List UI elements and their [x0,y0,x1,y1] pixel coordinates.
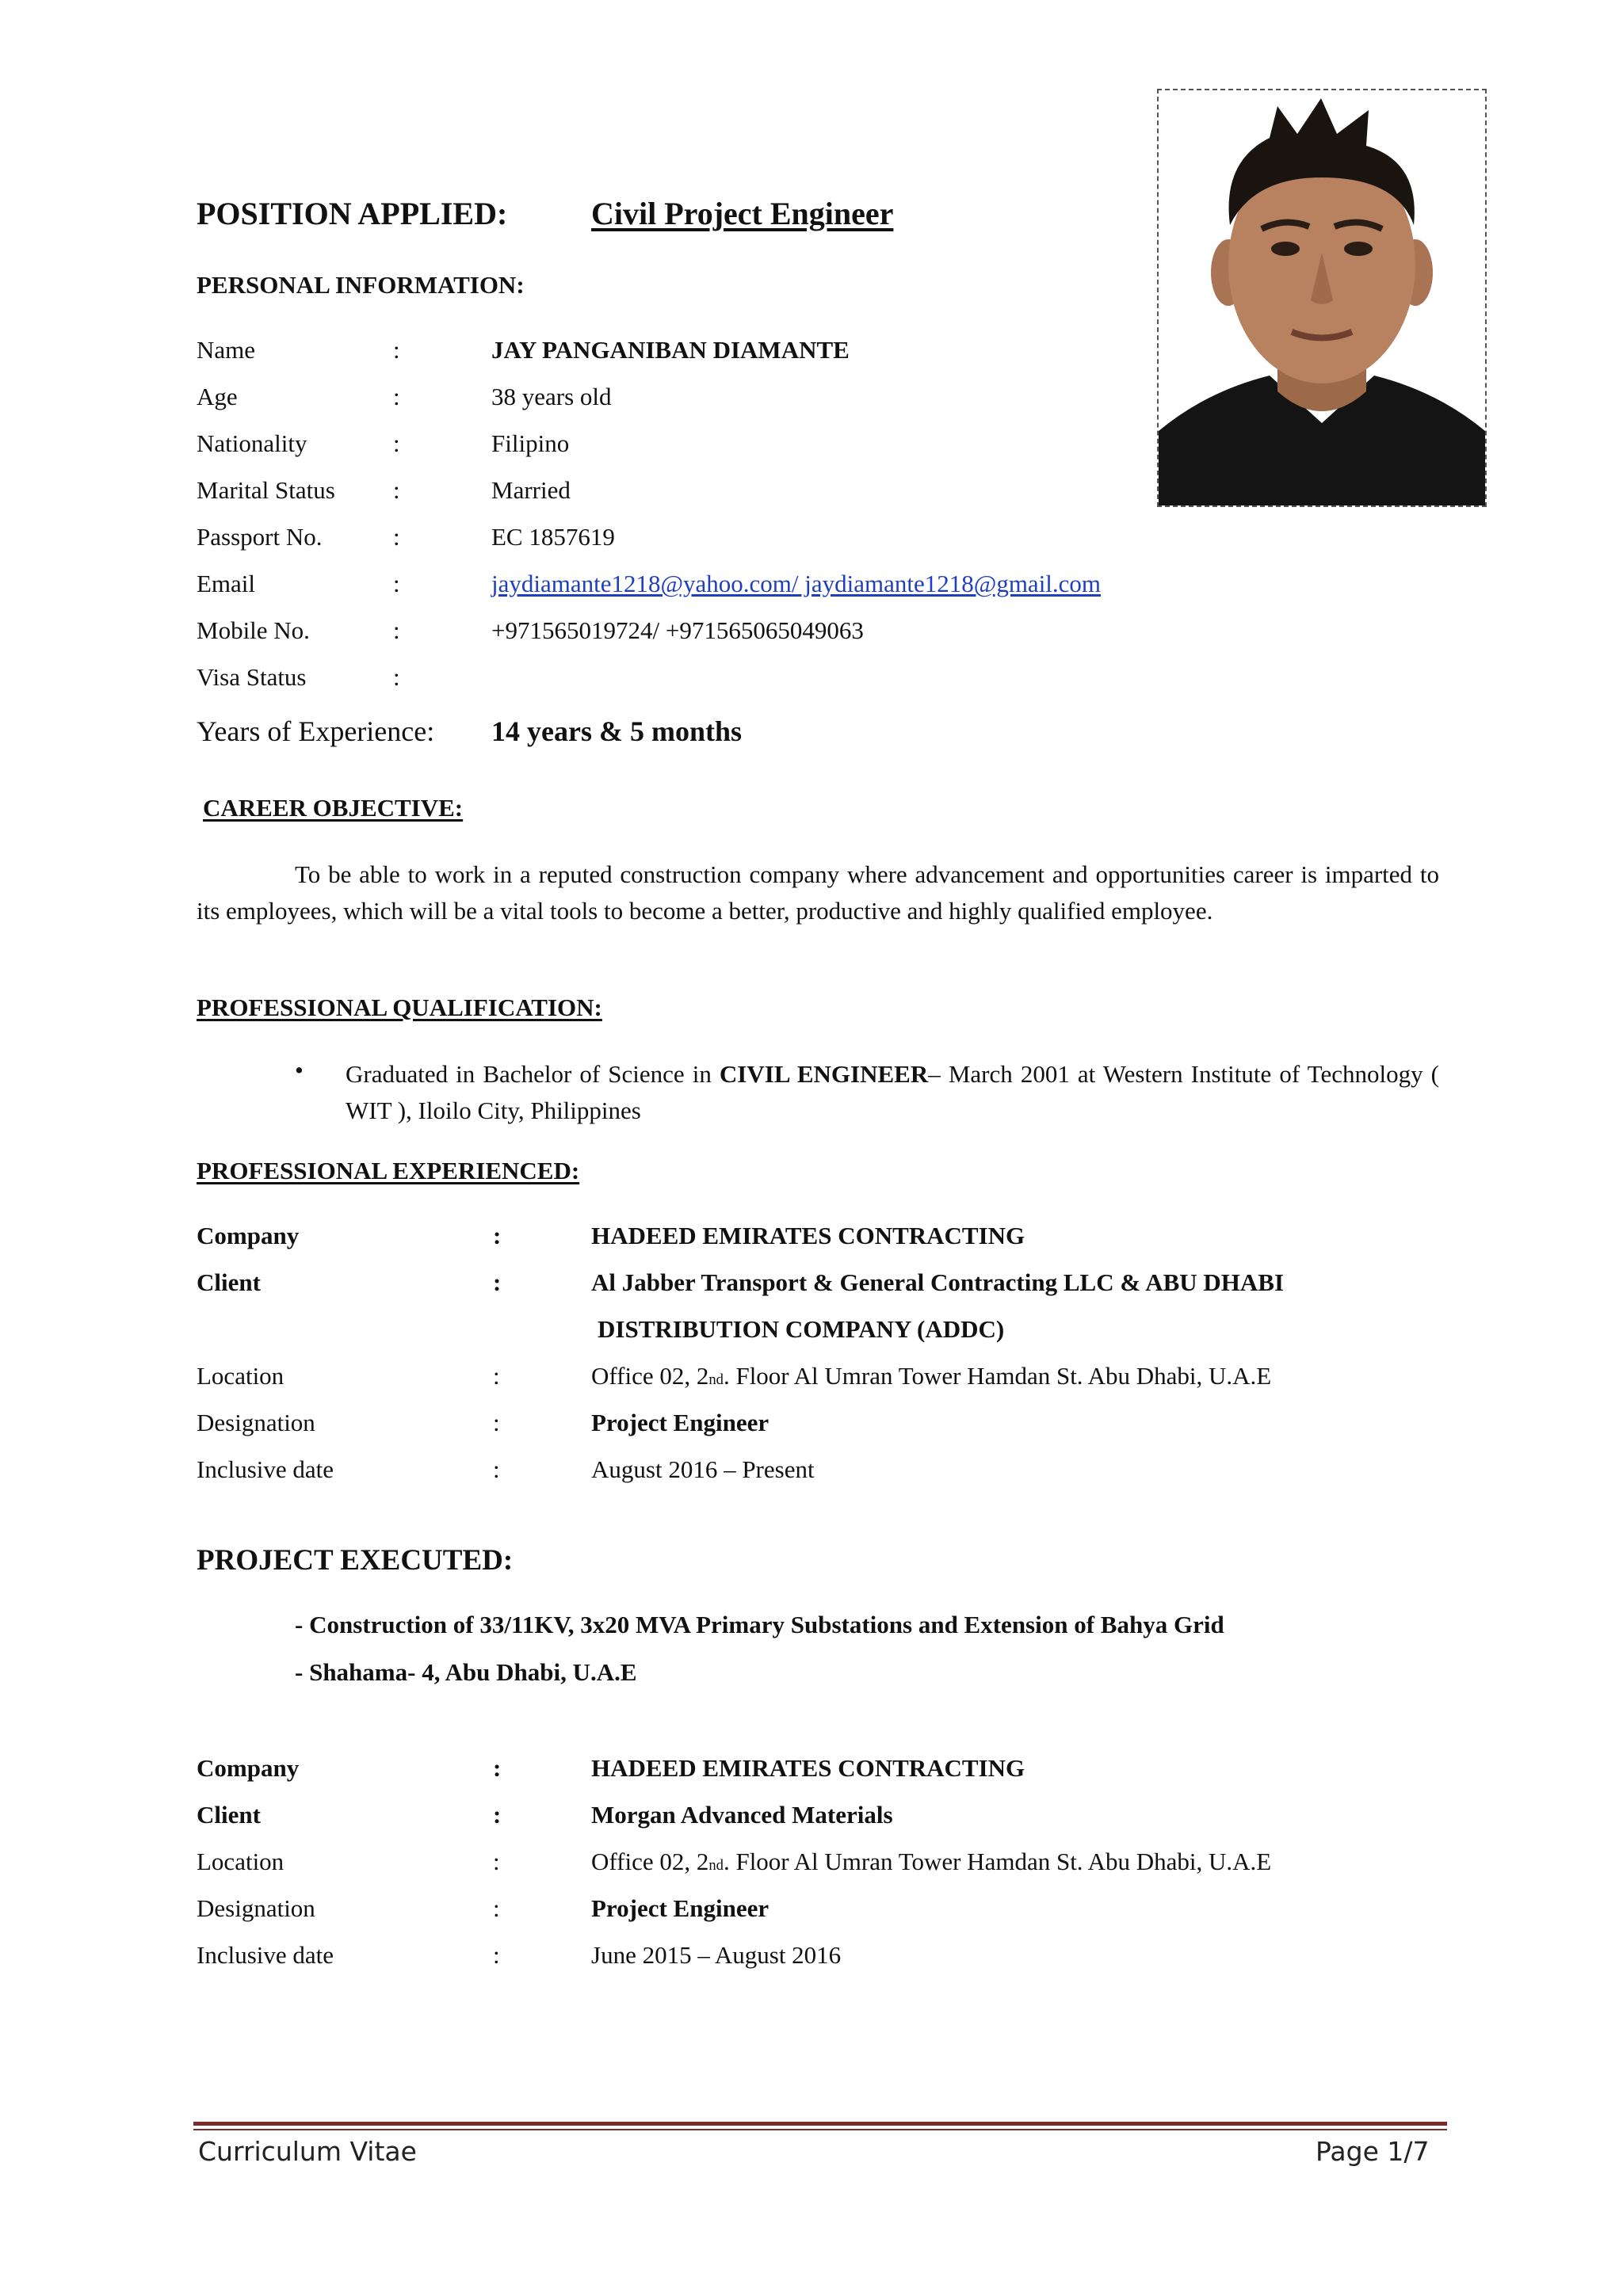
job1-date: August 2016 – Present [591,1455,815,1483]
projects-heading: PROJECT EXECUTED: [197,1544,514,1577]
client-label: Client [197,1801,261,1829]
info-label: Age [197,383,238,410]
job1-location-sup: nd [708,1371,724,1388]
row-colon: : [493,1455,500,1483]
qualification-text-post: – March 2001 at Western Institute of Technology ( WIT ), Iloilo City, Philippines [346,1060,1439,1124]
info-colon: : [393,429,400,457]
info-colon: : [393,336,400,364]
row-colon: : [493,1848,500,1875]
row-colon: : [493,1222,502,1249]
career-objective-heading: CAREER OBJECTIVE: [203,794,464,822]
job1-designation: Project Engineer [591,1409,769,1436]
info-value-marital-status: Married [491,476,571,504]
info-colon: : [393,570,400,597]
personal-info-heading: PERSONAL INFORMATION: [197,271,525,299]
row-colon: : [493,1409,500,1436]
info-colon: : [393,383,400,410]
info-label: Visa Status [197,663,307,691]
bullet-icon: • [295,1056,304,1084]
row-colon: : [493,1754,502,1782]
experience-label: Years of Experience: [197,715,435,747]
qualification-text-pre: Graduated in Bachelor of Science in [346,1060,720,1088]
job1-client-line2: DISTRIBUTION COMPANY (ADDC) [598,1315,1005,1343]
info-colon: : [393,616,400,644]
footer-rule-thin [193,2129,1447,2130]
client-label: Client [197,1268,261,1296]
job1-location-pre: Office 02, 2 [591,1362,709,1390]
info-value-name: JAY PANGANIBAN DIAMANTE [491,336,850,364]
experience-value: 14 years & 5 months [491,715,742,747]
info-colon: : [393,476,400,504]
company-label: Company [197,1754,300,1782]
position-label: POSITION APPLIED: [197,196,508,231]
job2-date: June 2015 – August 2016 [591,1941,842,1969]
date-label: Inclusive date [197,1941,334,1969]
job1-company: HADEED EMIRATES CONTRACTING [591,1222,1025,1249]
job2-client: Morgan Advanced Materials [591,1801,893,1829]
info-label: Passport No. [197,523,323,551]
page-number: Page 1/7 [1316,2136,1430,2167]
qualification-heading: PROFESSIONAL QUALIFICATION: [197,994,602,1021]
portrait-icon [1159,90,1485,505]
row-colon: : [493,1894,500,1922]
job1-client-line1: Al Jabber Transport & General Contracting LLC & ABU DHABI [591,1268,1285,1296]
footer-title: Curriculum Vitae [198,2136,417,2167]
info-colon: : [393,523,400,551]
footer-rule [193,2122,1447,2126]
job2-location [591,1844,1271,1879]
qualification-text [346,1056,1439,1129]
info-label: Name [197,336,256,364]
company-label: Company [197,1222,300,1249]
date-label: Inclusive date [197,1455,334,1483]
info-colon: : [393,663,400,691]
designation-label: Designation [197,1409,315,1436]
job2-location-post: . Floor Al Umran Tower Hamdan St. Abu Dhabi, U.A.E [723,1848,1272,1875]
info-label: Mobile No. [197,616,310,644]
info-value-passport: EC 1857619 [491,523,615,551]
designation-label: Designation [197,1894,315,1922]
position-value: Civil Project Engineer [591,196,894,231]
career-objective-text: To be able to work in a reputed construction company where advancement and opportunities career is imparted to its employees, which will be a vital tools to become a better, productive and highly qualified employee. [197,860,1439,925]
info-label: Email [197,570,256,597]
info-value-age: 38 years old [491,383,612,410]
row-colon: : [493,1801,502,1829]
profile-photo [1157,89,1487,507]
email-link[interactable]: jaydiamante1218@yahoo.com/ jaydiamante1218@gmail.com [491,570,1102,597]
job1-location-post: . Floor Al Umran Tower Hamdan St. Abu Dhabi, U.A.E [723,1362,1272,1390]
location-label: Location [197,1362,285,1390]
info-label: Marital Status [197,476,335,504]
info-value-mobile: +971565019724/ +971565065049063 [491,616,864,644]
job2-company: HADEED EMIRATES CONTRACTING [591,1754,1025,1782]
info-value-nationality: Filipino [491,429,570,457]
job1-location [591,1359,1271,1394]
row-colon: : [493,1268,502,1296]
job2-location-pre: Office 02, 2 [591,1848,709,1875]
row-colon: : [493,1941,500,1969]
job2-designation: Project Engineer [591,1894,769,1922]
project-item: - Construction of 33/11KV, 3x20 MVA Primary Substations and Extension of Bahya Grid [295,1611,1224,1638]
qualification-degree: CIVIL ENGINEER [719,1060,929,1088]
job2-location-sup: nd [708,1857,724,1874]
project-item: - Shahama- 4, Abu Dhabi, U.A.E [295,1658,637,1686]
info-label: Nationality [197,429,307,457]
experience-heading: PROFESSIONAL EXPERIENCED: [197,1157,580,1184]
row-colon: : [493,1362,500,1390]
location-label: Location [197,1848,285,1875]
